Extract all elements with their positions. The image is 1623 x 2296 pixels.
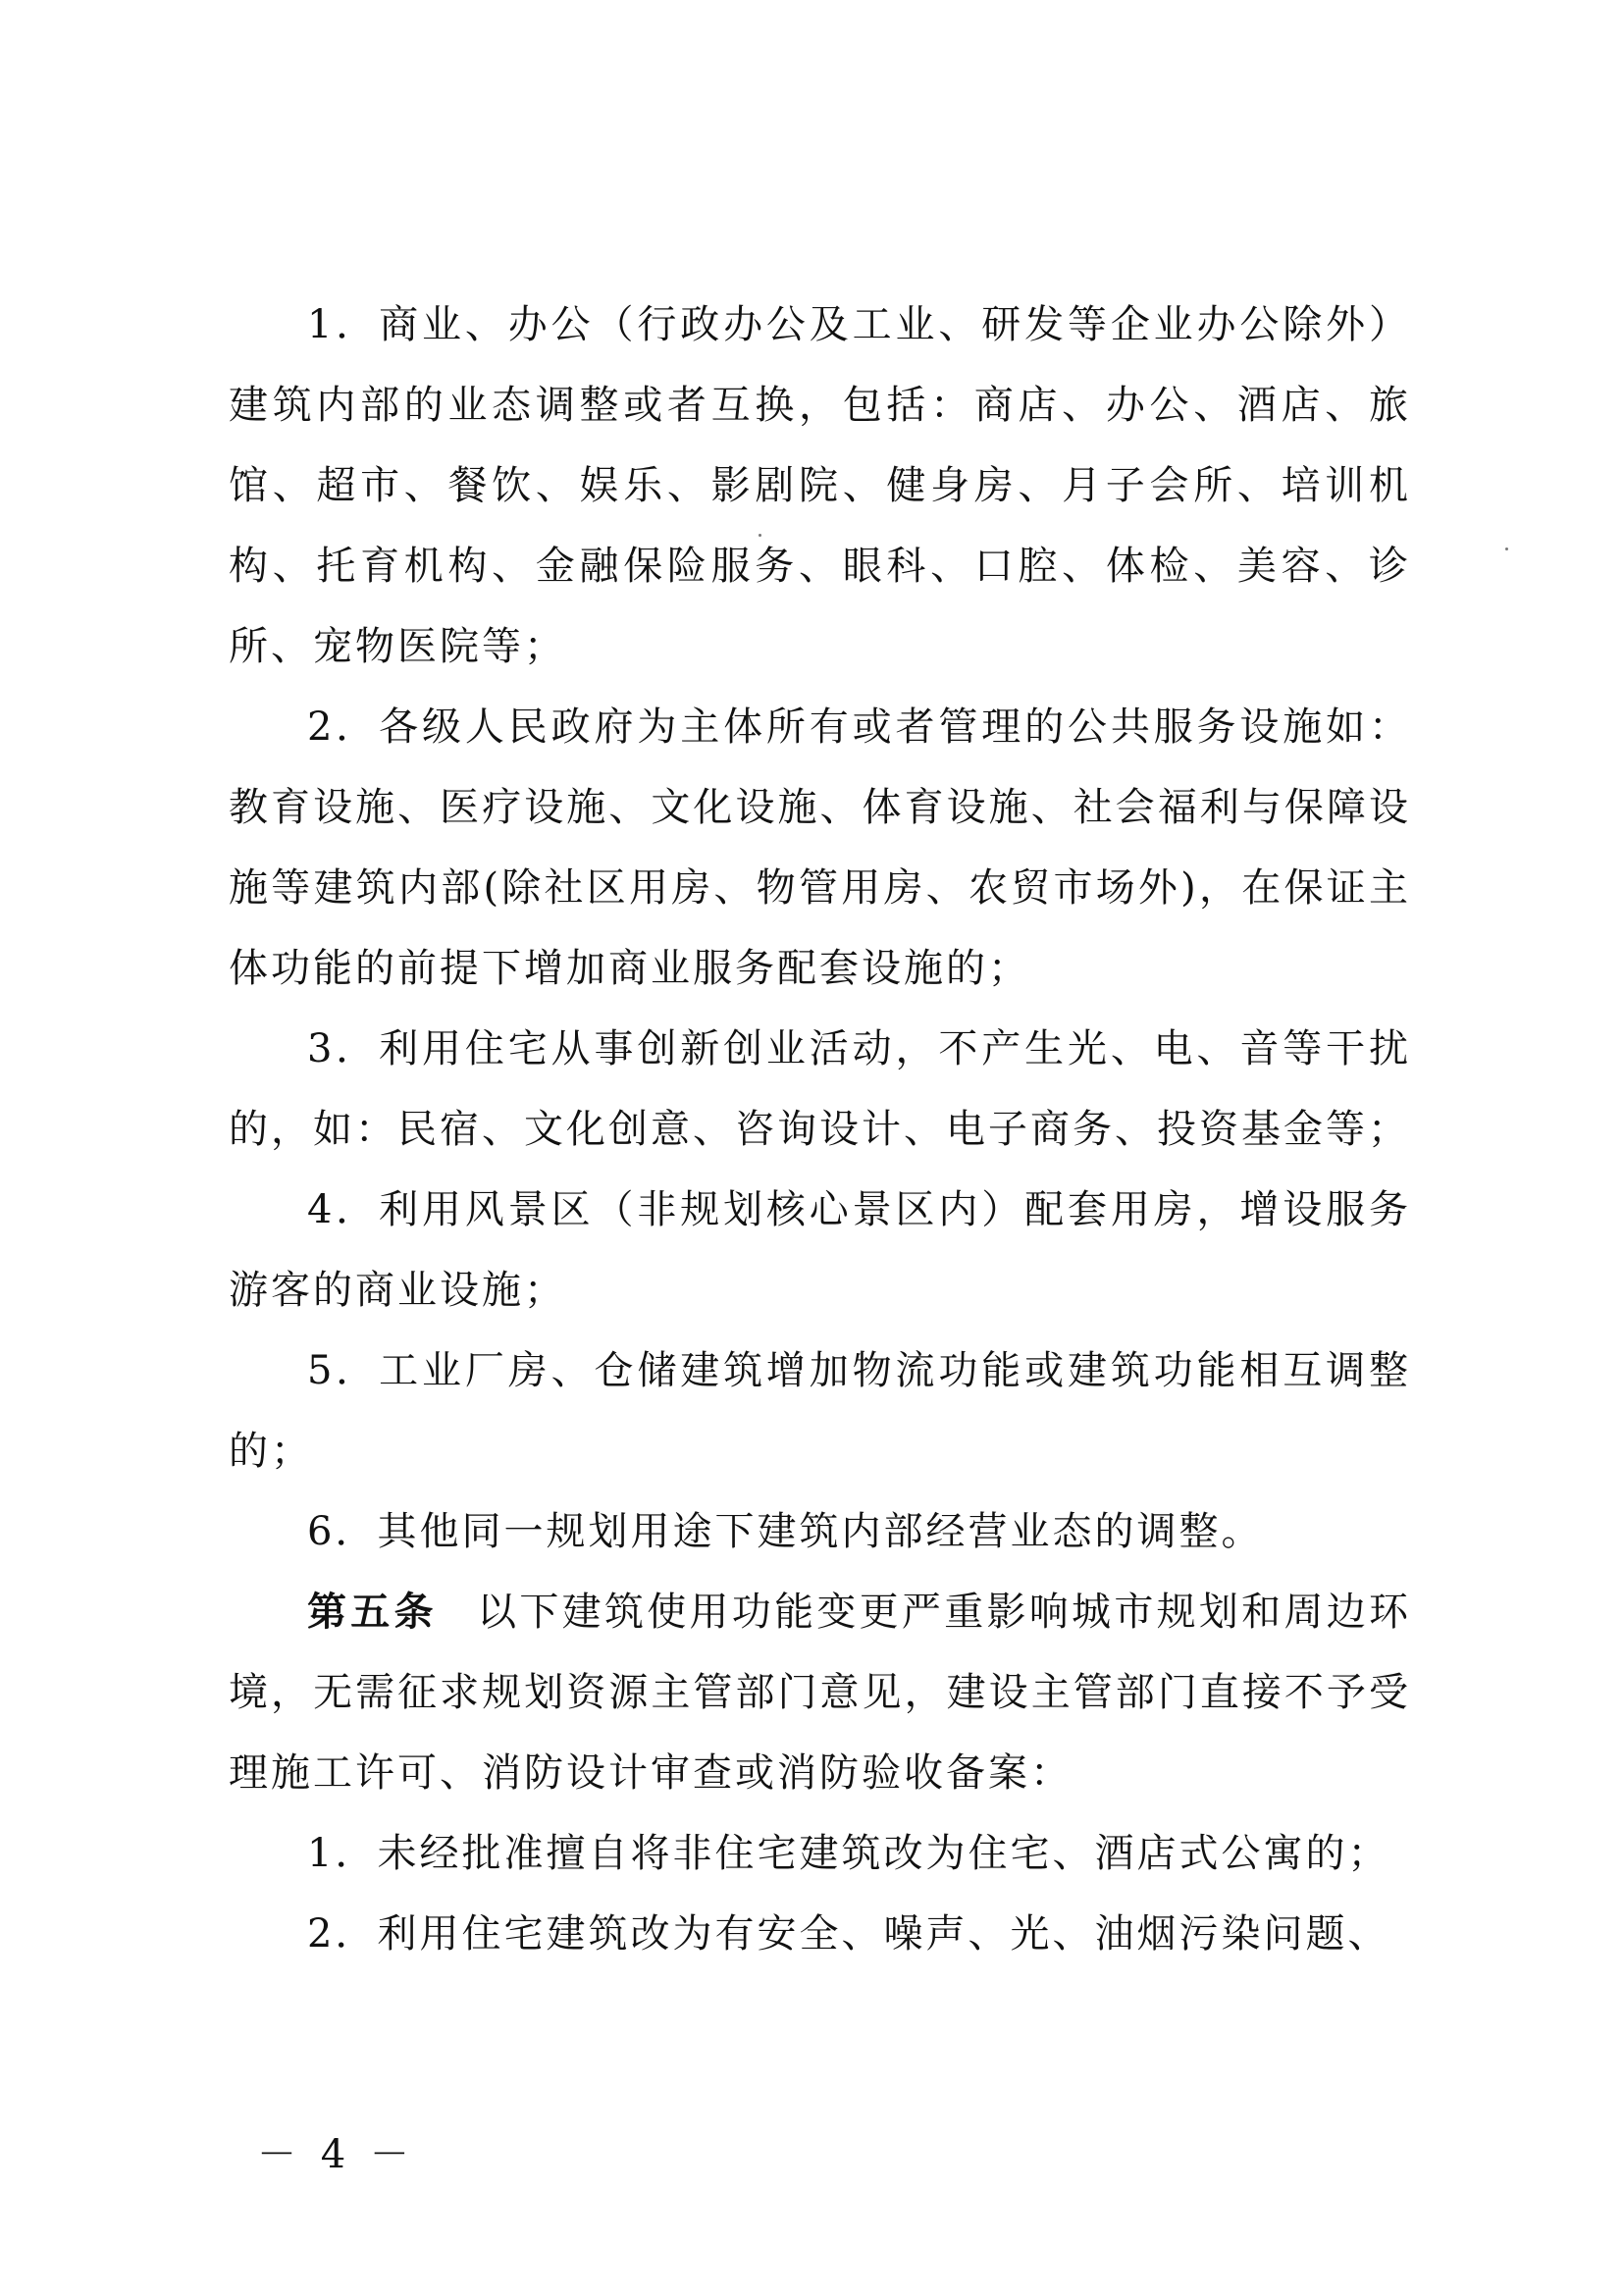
article-5-item-2: 2．利用住宅建筑改为有安全、噪声、光、油烟污染问题、 [307,1911,1390,1957]
page-number: － 4 － [257,2132,415,2177]
article-5-heading: 第五条 [307,1590,438,1635]
paragraph-item-4: 4．利用风景区（非规划核心景区内）配套用房，增设服务游客的商业设施； [229,1187,1411,1313]
document-body [229,285,1411,1974]
paragraph-item-6: 6．其他同一规划用途下建筑内部经营业态的调整。 [307,1509,1264,1554]
article-5-text: 以下建筑使用功能变更严重影响城市规划和周边环境，无需征求规划资源主管部门意见，建设主管部门直接不予受理施工许可、消防设计审查或消防验收备案： [229,1590,1412,1796]
article-5-item-1: 1．未经批准擅自将非住宅建筑改为住宅、酒店式公寓的； [307,1831,1390,1876]
paragraph-item-2: 2．各级人民政府为主体所有或者管理的公共服务设施如：教育设施、医疗设施、文化设施、体育设施、社会福利与保障设施等建筑内部(除社区用房、物管用房、农贸市场外)，在保证主体功能的前提下增加商业服务配套设施的； [229,704,1411,991]
paragraph-item-5: 5．工业厂房、仓储建筑增加物流功能或建筑功能相互调整的； [229,1348,1411,1474]
scan-speck [759,534,761,537]
paragraph-item-1: 1．商业、办公（行政办公及工业、研发等企业办公除外）建筑内部的业态调整或者互换，包括：商店、办公、酒店、旅馆、超市、餐饮、娱乐、影剧院、健身房、月子会所、培训机构、托育机构、金融保险服务、眼科、口腔、体检、美容、诊所、宠物医院等； [229,302,1411,669]
scan-speck [1505,548,1508,550]
article-5-paragraph [229,1572,1411,1813]
paragraph-item-3: 3．利用住宅从事创新创业活动，不产生光、电、音等干扰的，如：民宿、文化创意、咨询设计、电子商务、投资基金等； [229,1026,1411,1152]
